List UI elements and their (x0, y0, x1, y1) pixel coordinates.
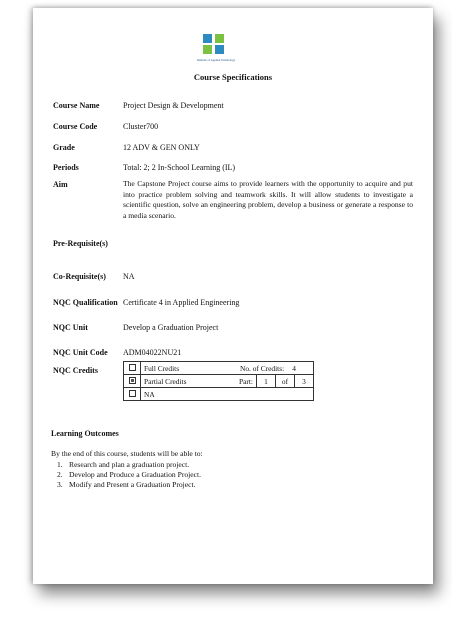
course-name-value: Project Design & Development (123, 101, 224, 110)
learning-outcomes-intro: By the end of this course, students will be able to: (51, 449, 203, 458)
aim-label: Aim (53, 180, 68, 189)
of-label: of (276, 375, 295, 388)
list-item: 3. Modify and Present a Graduation Project. (57, 480, 196, 489)
corequisites-label: Co-Requisite(s) (53, 272, 106, 281)
periods-label: Periods (53, 163, 79, 172)
nqc-qualification-label: NQC Qualification (53, 298, 118, 307)
credits-row-na (124, 388, 314, 401)
course-code-value: Cluster700 (123, 122, 159, 131)
document-title: Course Specifications (193, 72, 273, 82)
nqc-unit-value: Develop a Graduation Project (123, 323, 219, 332)
nqc-unit-label: NQC Unit (53, 323, 88, 332)
prerequisites-label: Pre-Requisite(s) (53, 239, 108, 248)
grade-label: Grade (53, 143, 75, 152)
list-item: 2. Develop and Produce a Graduation Project. (57, 470, 202, 479)
nqc-unit-code-value: ADM04022NU21 (123, 348, 182, 357)
nqc-unit-code-label: NQC Unit Code (53, 348, 108, 357)
learning-outcomes-title: Learning Outcomes (51, 429, 119, 438)
of-value: 3 (295, 375, 314, 388)
na-checkbox[interactable] (129, 390, 136, 397)
course-code-label: Course Code (53, 122, 98, 131)
part-value: 1 (257, 375, 276, 388)
full-credits-label: Full Credits (144, 363, 180, 373)
grade-value: 12 ADV & GEN ONLY (123, 143, 200, 152)
nqc-qualification-value: Certificate 4 in Applied Engineering (123, 298, 240, 307)
periods-value: Total: 2; 2 In-School Learning (IL) (123, 163, 236, 172)
course-name-label: Course Name (53, 101, 100, 110)
partial-credits-checkbox[interactable] (129, 377, 136, 384)
list-item: 1. Research and plan a graduation project. (57, 460, 190, 469)
no-of-credits-value: 4 (292, 363, 296, 373)
nqc-credits-label: NQC Credits (53, 366, 98, 375)
logo-caption: Institute of Applied Technology (196, 58, 236, 62)
na-label: NA (141, 388, 314, 401)
credits-row-partial (124, 375, 314, 388)
learning-outcomes-list (57, 460, 201, 490)
part-label: Part: (239, 376, 253, 386)
document-page (33, 8, 433, 584)
credits-table (123, 361, 314, 401)
credits-row-full (124, 362, 314, 375)
aim-value: The Capstone Project course aims to provide learners with the opportunity to acquire and put into practice problem solving and teamwork skills. It will allow students to investigate a scientific question, solve an engineering problem, develop a business or generate a response to a media scenario. (123, 179, 413, 220)
full-credits-checkbox[interactable] (129, 364, 136, 371)
no-of-credits-label: No. of Credits: (240, 363, 285, 373)
partial-credits-label: Partial Credits (144, 376, 187, 386)
corequisites-value: NA (123, 272, 135, 281)
